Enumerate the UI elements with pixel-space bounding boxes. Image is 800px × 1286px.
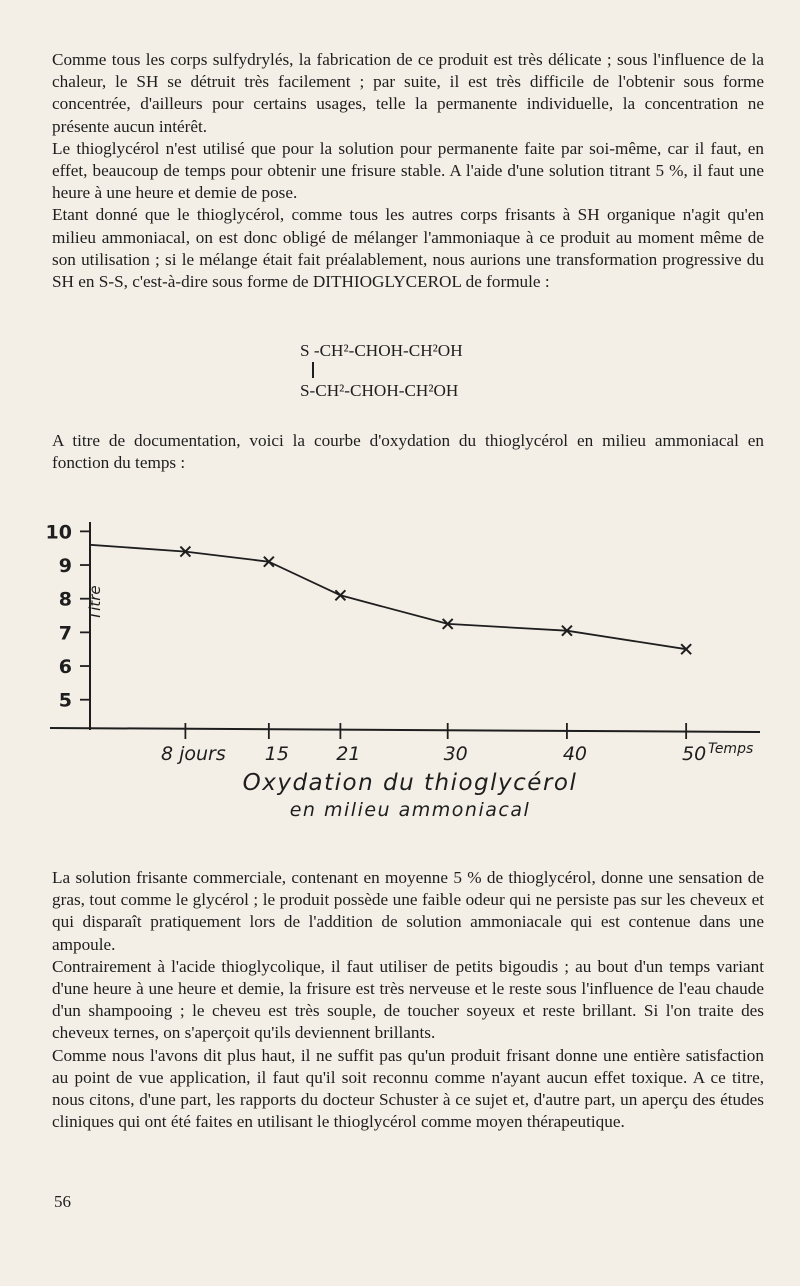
y-tick-label: 6 — [58, 656, 72, 679]
series-line — [90, 545, 686, 649]
oxidation-chart — [40, 508, 760, 828]
paragraph: Contrairement à l'acide thioglycolique, il faut utiliser de petits bigoudis ; au bout d'un temps variant d'une heure à une heure et demie, la frisure est très nerveuse et le reste sous l'influence de l'eau chaude d'un shampooing ; le cheveu est très souple, de toucher soyeux et reste brillant. Si l'on traite des cheveux ternes, on s'aperçoit qu'ils deviennent brillants. — [52, 956, 764, 1043]
x-tick-label: 8 jours — [160, 743, 226, 765]
y-tick-label: 8 — [58, 588, 72, 611]
text-block-bottom — [52, 867, 764, 1133]
y-axis-ticks — [46, 521, 90, 711]
chart-title: Oxydation du thioglycérol — [242, 770, 578, 796]
x-tick-label: 40 — [562, 743, 588, 765]
x-axis-line — [50, 728, 760, 732]
formula-line-2: S-CH²-CHOH-CH²OH — [300, 381, 459, 400]
page-number: 56 — [54, 1192, 71, 1211]
chart-intro — [52, 430, 764, 474]
formula-bond — [312, 362, 314, 378]
paragraph: Etant donné que le thioglycérol, comme tous les autres corps frisants à SH organique n'agit qu'en milieu ammoniacal, on est donc obligé de mélanger l'ammoniaque à ce produit au moment même de son utilisation ; si le mélange était fait préalablement, nous aurions une transformation progressive du SH en S-S, c'est-à-dire sous forme de DITHIOGLYCEROL de formule : — [52, 205, 764, 292]
y-tick-label: 10 — [45, 521, 72, 544]
paragraph: Comme tous les corps sulfydrylés, la fabrication de ce produit est très délicate ; sous l'influence de la chaleur, le SH se détruit très facilement ; par suite, il est très difficile de l'obtenir sous forme concentrée, d'ailleurs pour certains usages, telle la permanente individuelle, la concentration ne présente aucun intérêt. — [52, 50, 764, 136]
text-block-top — [52, 49, 764, 293]
series-line-group — [90, 545, 691, 654]
paragraph: La solution frisante commerciale, contenant en moyenne 5 % de thioglycérol, donne une sensation de gras, tout comme le glycérol ; le produit possède une faible odeur qui ne persiste pas sur les cheveux et qui disparaît pratiquement lors de l'addition de solution ammoniacale qui est contenue dans une ampoule. — [52, 868, 764, 954]
y-tick-label: 5 — [58, 689, 72, 712]
y-tick-label: 9 — [58, 555, 72, 578]
formula-line-1: S -CH²-CHOH-CH²OH — [300, 341, 463, 360]
x-tick-label: 30 — [443, 743, 468, 765]
paragraph: A titre de documentation, voici la courbe d'oxydation du thioglycérol en milieu ammoniacal en fonction du temps : — [52, 431, 764, 473]
chart-axes — [50, 522, 760, 732]
x-tick-label: 15 — [264, 743, 289, 765]
chemical-formula — [300, 340, 463, 402]
x-tick-label: 21 — [336, 743, 361, 765]
y-axis-label: Titre — [86, 585, 104, 620]
chart-subtitle: en milieu ammoniacal — [289, 799, 531, 821]
x-axis-label: Temps — [708, 741, 754, 757]
paragraph: Comme nous l'avons dit plus haut, il ne suffit pas qu'un produit frisant donne une entière satisfaction au point de vue application, il faut qu'il soit reconnu comme n'ayant aucun effet toxique. A ce titre, nous citons, d'une part, les rapports du docteur Schuster à ce sujet et, d'autre part, un aperçu des études cliniques qui ont été faites en utilisant le thioglycérol comme moyen thérapeutique. — [52, 1045, 764, 1132]
paragraph: Le thioglycérol n'est utilisé que pour la solution pour permanente faite par soi-même, car il faut, en effet, beaucoup de temps pour obtenir une frisure stable. A l'aide d'une solution titrant 5 %, il faut une heure à une heure et demie de pose. — [52, 138, 764, 203]
x-tick-label: 50 — [682, 743, 707, 765]
y-tick-label: 7 — [58, 622, 72, 645]
chart-labels — [86, 585, 753, 821]
